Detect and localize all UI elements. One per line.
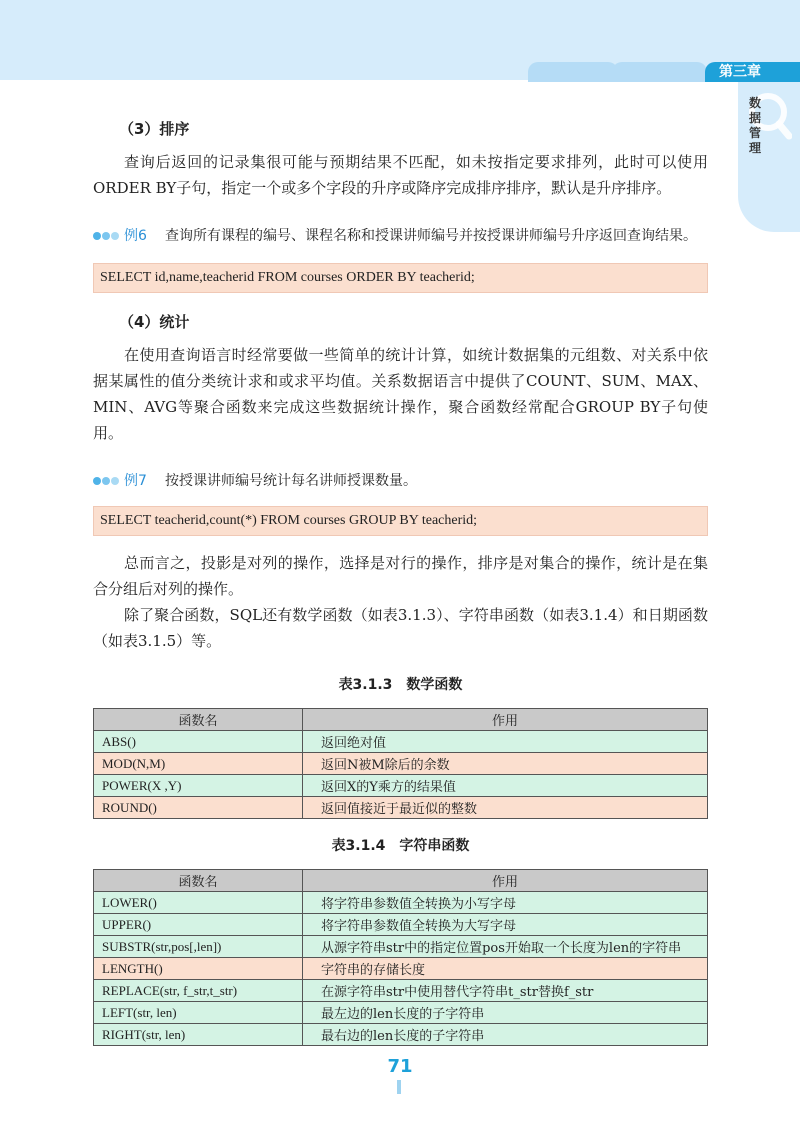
chapter-tab: 第三章 xyxy=(705,62,800,82)
function-desc: 返回值接近于最近似的整数 xyxy=(303,797,708,819)
function-name: REPLACE(str, f_str,t_str) xyxy=(94,980,303,1002)
table-row xyxy=(94,1002,708,1024)
header-tab-decor xyxy=(528,62,618,82)
table-math-functions xyxy=(93,708,708,819)
table-row xyxy=(94,731,708,753)
function-name: UPPER() xyxy=(94,914,303,936)
dots-icon xyxy=(93,223,120,249)
function-desc: 在源字符串str中使用替代字符串t_str替换f_str xyxy=(303,980,708,1002)
function-name: MOD(N,M) xyxy=(94,753,303,775)
function-name: ROUND() xyxy=(94,797,303,819)
example-7-text: 按授课讲师编号统计每名讲师授课数量。 xyxy=(165,473,417,489)
table-row xyxy=(94,775,708,797)
page-number: 71 xyxy=(387,1056,413,1077)
function-name: POWER(X ,Y) xyxy=(94,775,303,797)
function-desc: 返回绝对值 xyxy=(303,731,708,753)
function-name: LENGTH() xyxy=(94,958,303,980)
dots-icon xyxy=(93,468,120,494)
function-name: SUBSTR(str,pos[,len]) xyxy=(94,936,303,958)
column-header: 函数名 xyxy=(94,870,303,892)
page-number-bar xyxy=(397,1080,401,1094)
example-marker xyxy=(93,468,147,494)
table-3-1-4-title: 表3.1.4 字符串函数 xyxy=(331,838,470,854)
function-desc: 字符串的存储长度 xyxy=(303,958,708,980)
code-example-7: SELECT teacherid,count(*) FROM courses GROUP BY teacherid; xyxy=(93,506,708,536)
function-name: LOWER() xyxy=(94,892,303,914)
function-desc: 返回N被M除后的余数 xyxy=(303,753,708,775)
table-string-functions xyxy=(93,869,708,1046)
code-example-6: SELECT id,name,teacherid FROM courses ORDER BY teacherid; xyxy=(93,263,708,293)
function-desc: 最左边的len长度的子字符串 xyxy=(303,1002,708,1024)
column-header: 作用 xyxy=(303,870,708,892)
column-header: 作用 xyxy=(303,709,708,731)
table-row xyxy=(94,1024,708,1046)
function-desc: 最右边的len长度的子字符串 xyxy=(303,1024,708,1046)
function-desc: 从源字符串str中的指定位置pos开始取一个长度为len的字符串 xyxy=(303,936,708,958)
example-7-label: 例7 xyxy=(124,473,147,489)
table-3-1-3-title: 表3.1.3 数学函数 xyxy=(338,677,463,693)
paragraph-functions: 除了聚合函数，SQL还有数学函数（如表3.1.3）、字符串函数（如表3.1.4）和日期函数（如表3.1.5）等。 xyxy=(93,606,708,650)
function-name: ABS() xyxy=(94,731,303,753)
function-name: RIGHT(str, len) xyxy=(94,1024,303,1046)
section-heading-sort: （3）排序 xyxy=(119,120,190,138)
example-6 xyxy=(93,223,708,249)
table-row xyxy=(94,892,708,914)
function-name: LEFT(str, len) xyxy=(94,1002,303,1024)
example-7 xyxy=(93,468,708,494)
chapter-side-label: 数据管理 xyxy=(748,96,761,155)
column-header: 函数名 xyxy=(94,709,303,731)
table-row xyxy=(94,958,708,980)
example-6-text: 查询所有课程的编号、课程名称和授课讲师编号并按授课讲师编号升序返回查询结果。 xyxy=(165,228,697,244)
table-row xyxy=(94,797,708,819)
function-desc: 将字符串参数值全转换为小写字母 xyxy=(303,892,708,914)
example-marker xyxy=(93,223,147,249)
paragraph-summary: 总而言之，投影是对列的操作，选择是对行的操作，排序是对集合的操作，统计是在集合分组后对列的操作。 xyxy=(93,554,708,598)
paragraph-stats: 在使用查询语言时经常要做一些简单的统计计算，如统计数据集的元组数、对关系中依据某属性的值分类统计求和或求平均值。关系数据语言中提供了COUNT、SUM、MAX、MIN、AVG等聚合函数来完成这些数据统计操作，聚合函数经常配合GROUP BY子句使用。 xyxy=(93,346,708,442)
example-6-label: 例6 xyxy=(124,228,147,244)
function-desc: 返回X的Y乘方的结果值 xyxy=(303,775,708,797)
header-tab-decor xyxy=(612,62,707,82)
function-desc: 将字符串参数值全转换为大写字母 xyxy=(303,914,708,936)
paragraph-sort: 查询后返回的记录集很可能与预期结果不匹配，如未按指定要求排列，此时可以使用ORDER BY子句，指定一个或多个字段的升序或降序完成排序排序，默认是升序排序。 xyxy=(93,153,708,197)
table-row xyxy=(94,914,708,936)
table-row xyxy=(94,936,708,958)
page-content xyxy=(93,118,708,1046)
table-row xyxy=(94,753,708,775)
section-heading-stats: （4）统计 xyxy=(119,313,190,331)
table-row xyxy=(94,980,708,1002)
